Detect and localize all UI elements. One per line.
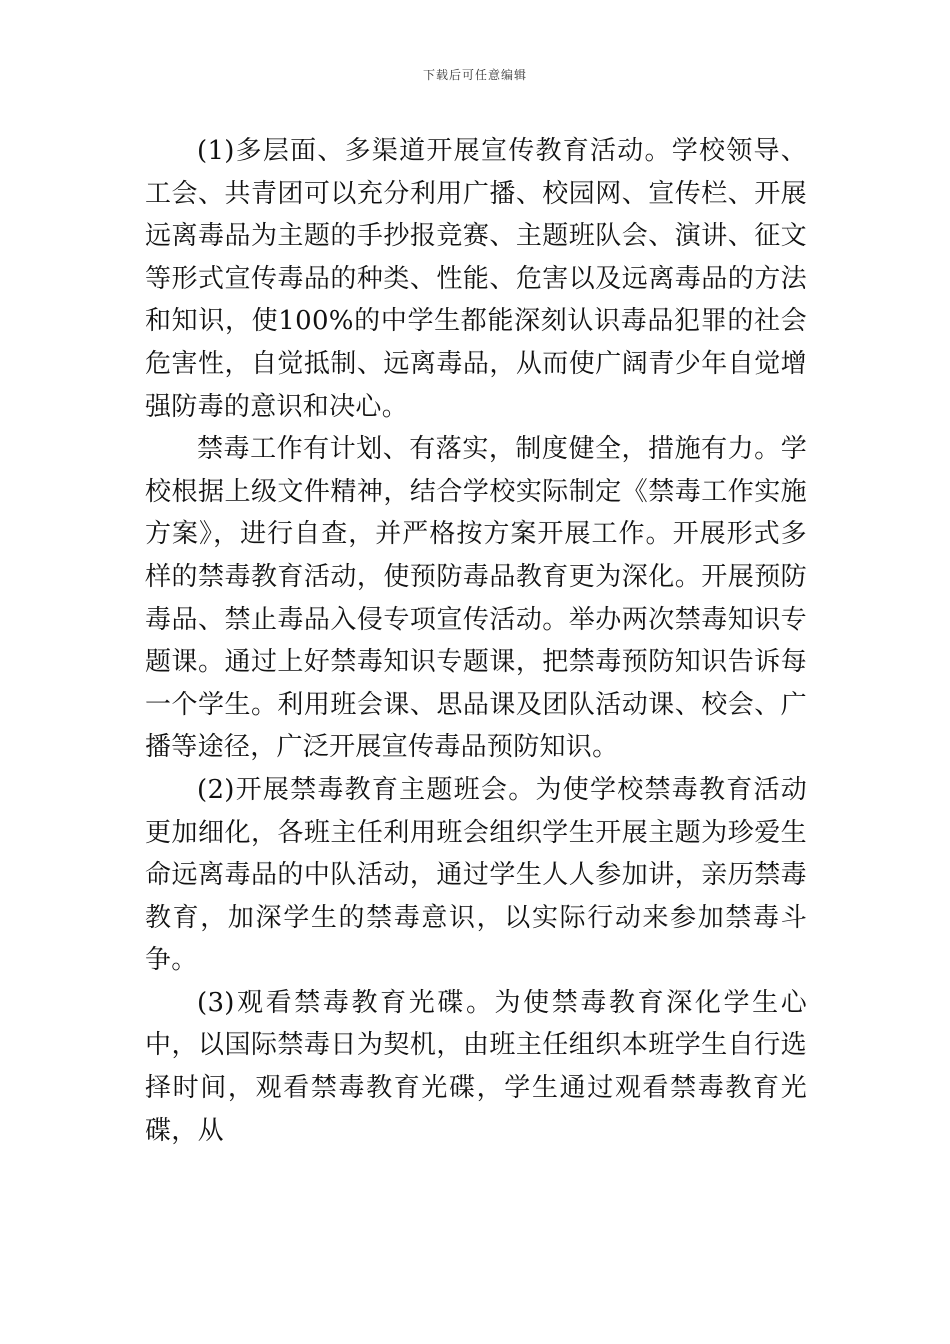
paragraph-4: (3)观看禁毒教育光碟。为使禁毒教育深化学生心中，以国际禁毒日为契机，由班主任组织本班学生自行选择时间，观看禁毒教育光碟，学生通过观看禁毒教育光碟，从 (145, 987, 807, 1146)
paragraph-2: 禁毒工作有计划、有落实，制度健全，措施有力。学校根据上级文件精神，结合学校实际制定《禁毒工作实施方案》，进行自查，并严格按方案开展工作。开展形式多样的禁毒教育活动，使预防毒品教育更为深化。开展预防毒品、禁止毒品入侵专项宣传活动。举办两次禁毒知识专题课。通过上好禁毒知识专题课，把禁毒预防知识告诉每一个学生。利用班会课、思品课及团队活动课、校会、广播等途径，广泛开展宣传毒品预防知识。 (145, 434, 807, 763)
page-header: 下载后可任意编辑 (422, 68, 527, 82)
document-body (145, 130, 807, 1152)
paragraph-1: (1)多层面、多渠道开展宣传教育活动。学校领导、工会、共青团可以充分利用广播、校园网、宣传栏、开展 远离毒品为主题的手抄报竞赛、主题班队会、演讲、征文等形式宣传毒品的种类、性能、危害以及远离毒品的方法和知识，使100%的中学生都能深刻认识毒品犯罪的社会危害性，自觉抵制、远离毒品，从而使广阔青少年自觉增强防毒的意识和决心。 (145, 136, 807, 422)
paragraph-3: (2)开展禁毒教育主题班会。为使学校禁毒教育活动更加细化，各班主任利用班会组织学生开展主题为珍爱生命远离毒品的中队活动，通过学生人人参加讲，亲历禁毒教育，加深学生的禁毒意识，以实际行动来参加禁毒斗争。 (145, 774, 807, 976)
